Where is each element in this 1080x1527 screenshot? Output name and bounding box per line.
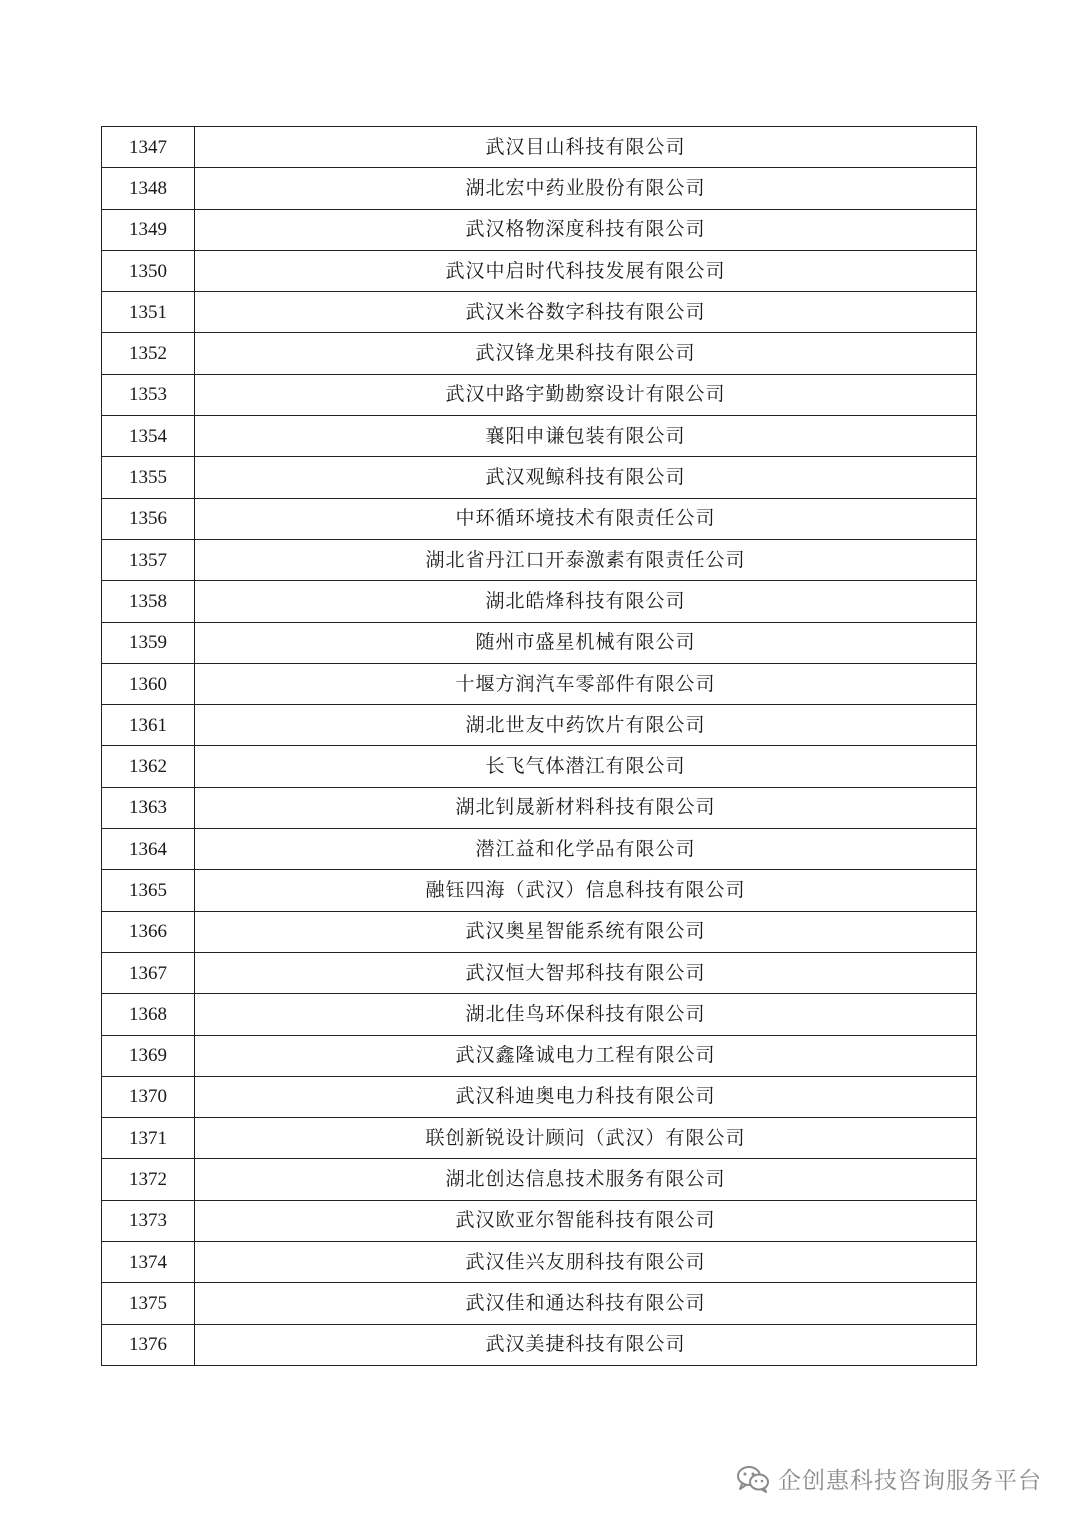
company-name: 联创新锐设计顾问（武汉）有限公司 bbox=[195, 1118, 977, 1159]
row-number: 1372 bbox=[102, 1159, 195, 1200]
company-name: 湖北钊晟新材料科技有限公司 bbox=[195, 787, 977, 828]
company-name: 湖北宏中药业股份有限公司 bbox=[195, 168, 977, 209]
row-number: 1359 bbox=[102, 622, 195, 663]
watermark-text: 企创惠科技咨询服务平台 bbox=[778, 1468, 1042, 1494]
watermark bbox=[736, 1462, 1042, 1495]
row-number: 1355 bbox=[102, 457, 195, 498]
table-row bbox=[102, 746, 977, 787]
row-number: 1366 bbox=[102, 911, 195, 952]
company-name: 武汉佳和通达科技有限公司 bbox=[195, 1283, 977, 1324]
table-row bbox=[102, 787, 977, 828]
table-body bbox=[102, 127, 977, 1366]
table-row bbox=[102, 1200, 977, 1241]
row-number: 1349 bbox=[102, 209, 195, 250]
row-number: 1363 bbox=[102, 787, 195, 828]
table-row bbox=[102, 1035, 977, 1076]
table-row bbox=[102, 1242, 977, 1283]
row-number: 1353 bbox=[102, 374, 195, 415]
company-name: 融钰四海（武汉）信息科技有限公司 bbox=[195, 870, 977, 911]
row-number: 1357 bbox=[102, 539, 195, 580]
company-name: 武汉欧亚尔智能科技有限公司 bbox=[195, 1200, 977, 1241]
company-name: 湖北创达信息技术服务有限公司 bbox=[195, 1159, 977, 1200]
row-number: 1370 bbox=[102, 1076, 195, 1117]
row-number: 1364 bbox=[102, 829, 195, 870]
company-name: 武汉奥星智能系统有限公司 bbox=[195, 911, 977, 952]
table-row bbox=[102, 705, 977, 746]
table-row bbox=[102, 457, 977, 498]
company-name: 湖北佳鸟环保科技有限公司 bbox=[195, 994, 977, 1035]
table-row bbox=[102, 1118, 977, 1159]
row-number: 1348 bbox=[102, 168, 195, 209]
company-name: 湖北世友中药饮片有限公司 bbox=[195, 705, 977, 746]
wechat-icon bbox=[736, 1465, 770, 1493]
table-row bbox=[102, 209, 977, 250]
company-name: 湖北皓烽科技有限公司 bbox=[195, 581, 977, 622]
table-row bbox=[102, 870, 977, 911]
company-name: 武汉格物深度科技有限公司 bbox=[195, 209, 977, 250]
row-number: 1367 bbox=[102, 952, 195, 993]
table-row bbox=[102, 292, 977, 333]
row-number: 1375 bbox=[102, 1283, 195, 1324]
company-name: 武汉观鲸科技有限公司 bbox=[195, 457, 977, 498]
row-number: 1365 bbox=[102, 870, 195, 911]
table-row bbox=[102, 416, 977, 457]
table-row bbox=[102, 374, 977, 415]
row-number: 1369 bbox=[102, 1035, 195, 1076]
table-row bbox=[102, 911, 977, 952]
company-name: 襄阳申谦包装有限公司 bbox=[195, 416, 977, 457]
row-number: 1347 bbox=[102, 127, 195, 168]
row-number: 1356 bbox=[102, 498, 195, 539]
table-row bbox=[102, 663, 977, 704]
company-name: 武汉米谷数字科技有限公司 bbox=[195, 292, 977, 333]
company-name: 长飞气体潜江有限公司 bbox=[195, 746, 977, 787]
company-name: 武汉中启时代科技发展有限公司 bbox=[195, 250, 977, 291]
row-number: 1352 bbox=[102, 333, 195, 374]
company-name: 武汉科迪奥电力科技有限公司 bbox=[195, 1076, 977, 1117]
company-name: 武汉佳兴友朋科技有限公司 bbox=[195, 1242, 977, 1283]
company-name: 十堰方润汽车零部件有限公司 bbox=[195, 663, 977, 704]
table-row bbox=[102, 498, 977, 539]
row-number: 1374 bbox=[102, 1242, 195, 1283]
row-number: 1351 bbox=[102, 292, 195, 333]
company-name: 武汉美捷科技有限公司 bbox=[195, 1324, 977, 1365]
table-row bbox=[102, 1283, 977, 1324]
company-name: 武汉鑫隆诚电力工程有限公司 bbox=[195, 1035, 977, 1076]
table-row bbox=[102, 622, 977, 663]
table-row bbox=[102, 1324, 977, 1365]
company-name: 武汉目山科技有限公司 bbox=[195, 127, 977, 168]
table-row bbox=[102, 333, 977, 374]
row-number: 1360 bbox=[102, 663, 195, 704]
row-number: 1373 bbox=[102, 1200, 195, 1241]
table-row bbox=[102, 1076, 977, 1117]
table-row bbox=[102, 539, 977, 580]
row-number: 1358 bbox=[102, 581, 195, 622]
table-row bbox=[102, 1159, 977, 1200]
company-name: 随州市盛星机械有限公司 bbox=[195, 622, 977, 663]
table-row bbox=[102, 581, 977, 622]
company-name: 武汉恒大智邦科技有限公司 bbox=[195, 952, 977, 993]
table-row bbox=[102, 127, 977, 168]
company-name: 中环循环境技术有限责任公司 bbox=[195, 498, 977, 539]
table-row bbox=[102, 994, 977, 1035]
table-row bbox=[102, 952, 977, 993]
company-name: 潜江益和化学品有限公司 bbox=[195, 829, 977, 870]
row-number: 1371 bbox=[102, 1118, 195, 1159]
company-list-table bbox=[101, 126, 977, 1366]
row-number: 1354 bbox=[102, 416, 195, 457]
company-name: 武汉锋龙果科技有限公司 bbox=[195, 333, 977, 374]
table-row bbox=[102, 168, 977, 209]
company-name: 湖北省丹江口开泰激素有限责任公司 bbox=[195, 539, 977, 580]
company-name: 武汉中路宇勤勘察设计有限公司 bbox=[195, 374, 977, 415]
row-number: 1362 bbox=[102, 746, 195, 787]
table-row bbox=[102, 250, 977, 291]
row-number: 1368 bbox=[102, 994, 195, 1035]
row-number: 1376 bbox=[102, 1324, 195, 1365]
row-number: 1361 bbox=[102, 705, 195, 746]
row-number: 1350 bbox=[102, 250, 195, 291]
table-row bbox=[102, 829, 977, 870]
